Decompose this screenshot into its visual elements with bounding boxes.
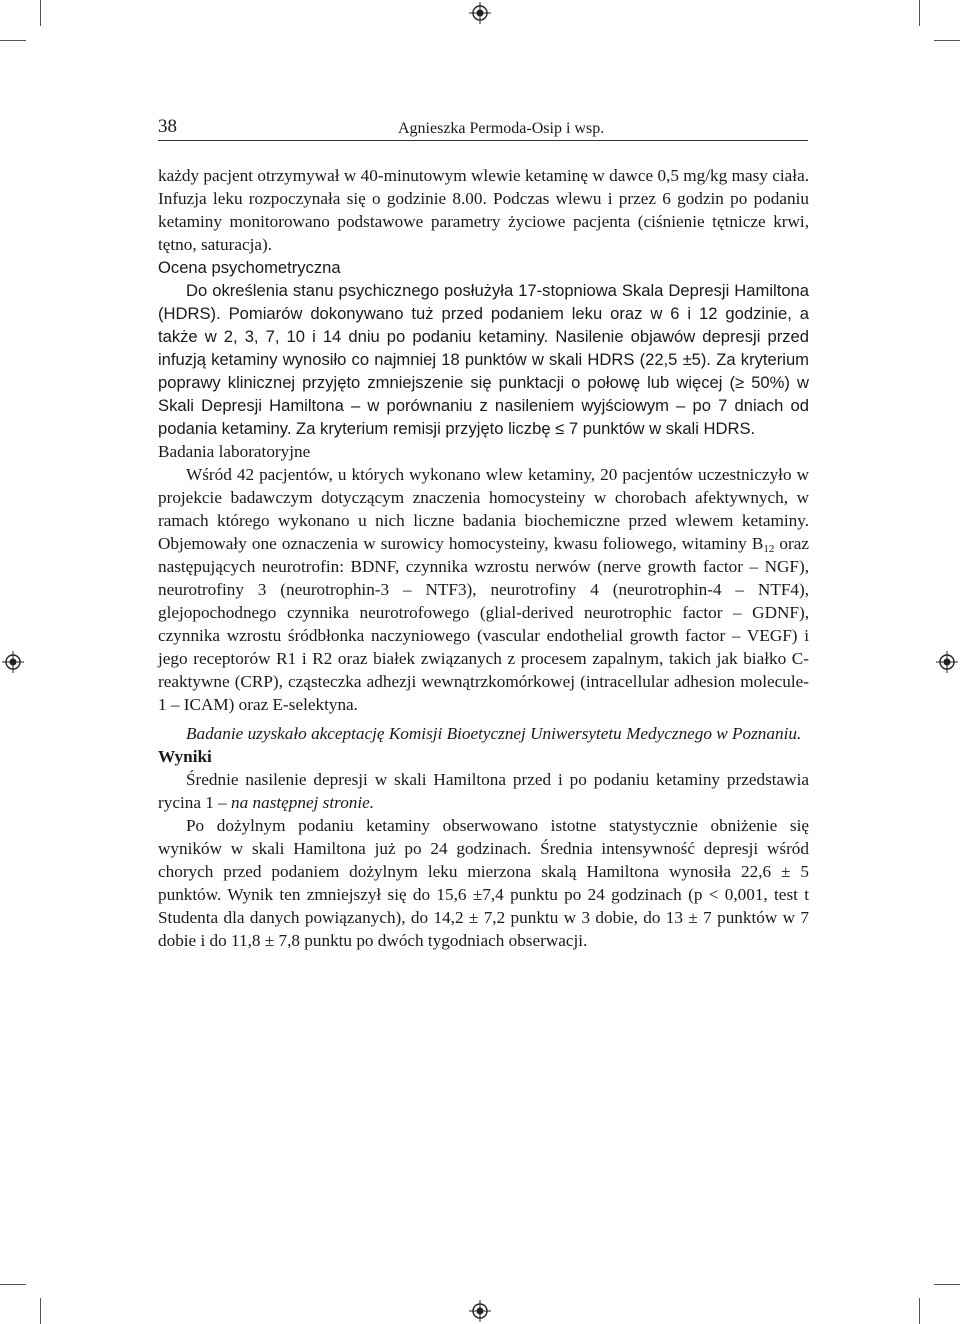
laboratory-text-part2: oraz następujących neurotrofin: BDNF, czynnika wzrostu nerwów (nerve growth factor – NGF), neurotrofiny 3 (neurotrophin-3 – NTF3), neurotrofiny 4 (neurotrophin-4 – NTF4), glejopochodnego czynnika neurotrofowego (glial-derived neurotrophic factor – GDNF), czynnika wzrostu śródbłonka naczyniowego (vascular endothelial growth factor – VEGF) i jego receptorów R1 i R2 oraz białek związanych z procesem zapalnym, takich jak białko C-reaktywne (CRP), cząsteczka adhezji wewnątrzkomórkowej (intracellular adhesion molecule-1 – ICAM) oraz E-selektyna. xyxy=(158,534,810,714)
registration-mark-icon xyxy=(469,2,491,24)
registration-mark-icon xyxy=(469,1300,491,1322)
registration-mark-icon xyxy=(2,651,24,673)
ethics-statement: Badanie uzyskało akceptację Komisji Bioetycznej Uniwersytetu Medycznego w Poznaniu. xyxy=(186,724,802,743)
crop-mark-top-left-v xyxy=(40,0,41,26)
crop-mark-top-left-h xyxy=(0,40,26,41)
laboratory-text-part1: Wśród 42 pacjentów, u których wykonano wlew ketaminy, 20 pacjentów uczestniczyło w projekcie badawczym dotyczącym znaczenia homocysteiny w chorobach afektywnych, w ramach którego wykonano u nich liczne badania biochemiczne przed wlewem ketaminy. Objemowały one oznaczenia w surowicy homocysteiny, kwasu foliowego, witaminy B xyxy=(158,465,809,553)
results-p1-italic: na następnej stronie. xyxy=(231,793,375,812)
page-header xyxy=(158,116,808,141)
page-number: 38 xyxy=(158,116,177,137)
section-heading-laboratory: Badania laboratoryjne xyxy=(158,442,311,461)
crop-mark-top-right-v xyxy=(919,0,920,26)
section-heading-psychometric: Ocena psychometryczna xyxy=(158,258,341,277)
crop-mark-bottom-left-h xyxy=(0,1284,26,1285)
registration-mark-icon xyxy=(936,651,958,673)
crop-mark-bottom-right-h xyxy=(934,1284,960,1285)
crop-mark-bottom-left-v xyxy=(40,1298,41,1324)
results-p1-text: Średnie nasilenie depresji w skali Hamiltona przed i po podaniu ketaminy przedstawia rycina 1 – xyxy=(158,770,809,812)
intro-paragraph: każdy pacjent otrzymywał w 40-minutowym wlewie ketaminę w dawce 0,5 mg/kg masy ciała. Infuzja leku rozpoczynała się o godzinie 8.00. Podczas wlewu i przez 6 godzin po podaniu ketaminy monitorowano podstawowe parametry życiowe pacjenta (ciśnienie tętnicze krwi, tętno, saturacja). xyxy=(158,166,809,254)
vitamin-subscript: 12 xyxy=(763,543,775,555)
psychometric-paragraph: Do określenia stanu psychicznego posłużyła 17-stopniowa Skala Depresji Hamiltona (HDRS). Pomiarów dokonywano tuż przed podaniem leku oraz w 6 i 12 godzinie, a także w 2, 3, 7, 10 i 14 dniu po podaniu ketaminy. Nasilenie objawów depresji przed infuzją ketaminy wynosiło co najmniej 18 punktów w skali HDRS (22,5 ±5). Za kryterium poprawy klinicznej przyjęto zmniejszenie się punktacji o połowę lub więcej (≥ 50%) w Skali Depresji Hamiltona – w porównaniu z nasileniem wyjściowym – po 7 dniach od podania ketaminy. Za kryterium remisji przyjęto liczbę ≤ 7 punktów w skali HDRS. xyxy=(158,281,809,438)
crop-mark-top-right-h xyxy=(934,40,960,41)
results-paragraph-1 xyxy=(158,768,809,814)
page-body xyxy=(158,164,809,952)
section-heading-results: Wyniki xyxy=(158,747,212,766)
crop-mark-bottom-right-v xyxy=(919,1298,920,1324)
results-paragraph-2: Po dożylnym podaniu ketaminy obserwowano istotne statystycznie obniżenie się wyników w skali Hamiltona już po 24 godzinach. Średnia intensywność depresji wśród chorych przed podaniem dożylnym leku mierzona skalą Hamiltona wynosiła 22,6 ± 5 punktów. Wynik ten zmniejszył się do 15,6 ±7,4 punktu po 24 godzinach (p < 0,001, test t Studenta dla danych powiązanych), do 14,2 ± 7,2 punktu w 3 dobie, do 13 ± 7 punktów w 7 dobie i do 11,8 ± 7,8 punktu po dwóch tygodniach obserwacji. xyxy=(158,816,809,950)
running-head: Agnieszka Permoda-Osip i wsp. xyxy=(398,120,605,137)
laboratory-paragraph xyxy=(158,463,809,716)
